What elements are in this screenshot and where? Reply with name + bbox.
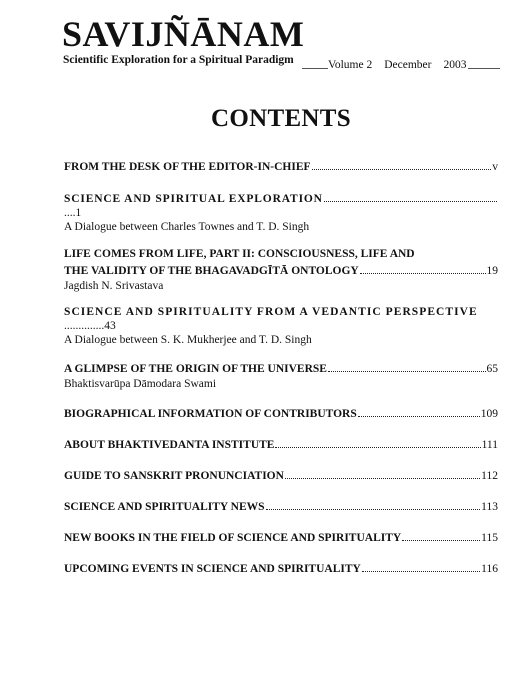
journal-subtitle: Scientific Exploration for a Spiritual Paradigm bbox=[63, 54, 294, 66]
issue-month: December bbox=[384, 59, 432, 71]
issue-year: 2003 bbox=[443, 59, 467, 71]
toc-entry-title: A GLIMPSE OF THE ORIGIN OF THE UNIVERSE bbox=[64, 363, 327, 375]
toc-entry-leader-dots: .... bbox=[64, 207, 76, 219]
toc-entry-title: NEW BOOKS IN THE FIELD OF SCIENCE AND SPIRITUALITY bbox=[64, 532, 402, 544]
issue-volume: Volume 2 bbox=[328, 59, 373, 71]
toc-entry-page: v bbox=[492, 161, 498, 173]
toc-entry-origin-of-universe[interactable] bbox=[64, 360, 498, 391]
toc-entry-title-line1: LIFE COMES FROM LIFE, PART II: CONSCIOUSNESS, LIFE AND bbox=[64, 248, 415, 260]
toc-entry-title: SCIENCE AND SPIRITUAL EXPLORATION bbox=[64, 193, 323, 205]
toc-entry-sanskrit-pronunciation[interactable] bbox=[64, 467, 498, 484]
toc-entry-page: 19 bbox=[486, 265, 498, 277]
toc-entry-news[interactable] bbox=[64, 498, 498, 515]
issue-info bbox=[328, 59, 468, 71]
table-of-contents bbox=[64, 158, 498, 577]
toc-entry-biographical-information[interactable] bbox=[64, 405, 498, 422]
toc-entry-new-books[interactable] bbox=[64, 529, 498, 546]
toc-entry-subtitle: A Dialogue between Charles Townes and T. D. Singh bbox=[64, 221, 310, 233]
toc-entry-upcoming-events[interactable] bbox=[64, 560, 498, 577]
toc-entry-about-institute[interactable] bbox=[64, 436, 498, 453]
toc-entry-editor[interactable] bbox=[64, 158, 498, 175]
toc-entry-title: SCIENCE AND SPIRITUALITY NEWS bbox=[64, 501, 265, 513]
toc-entry-author: Bhaktisvarūpa Dāmodara Swami bbox=[64, 378, 217, 390]
toc-entry-subtitle: A Dialogue between S. K. Mukherjee and T. D. Singh bbox=[64, 334, 312, 346]
toc-entry-title: FROM THE DESK OF THE EDITOR-IN-CHIEF bbox=[64, 161, 311, 173]
toc-entry-title-line2: THE VALIDITY OF THE BHAGAVADGĪTĀ ONTOLOGY bbox=[64, 265, 359, 277]
toc-entry-page: 65 bbox=[486, 363, 498, 375]
toc-entry-title: UPCOMING EVENTS IN SCIENCE AND SPIRITUALITY bbox=[64, 563, 361, 575]
toc-entry-title: BIOGRAPHICAL INFORMATION OF CONTRIBUTORS bbox=[64, 408, 357, 420]
toc-entry-title: GUIDE TO SANSKRIT PRONUNCIATION bbox=[64, 470, 284, 482]
journal-title: SAVIJÑĀNAM bbox=[62, 14, 305, 54]
toc-entry-title: SCIENCE AND SPIRITUALITY FROM A VEDANTIC PERSPECTIVE bbox=[64, 306, 478, 318]
dot-leader bbox=[285, 467, 480, 479]
toc-entry-page: 113 bbox=[481, 501, 498, 513]
toc-entry-science-spiritual-exploration[interactable] bbox=[64, 190, 498, 234]
contents-heading: CONTENTS bbox=[211, 105, 351, 132]
toc-entry-page: 112 bbox=[481, 470, 498, 482]
dot-leader bbox=[402, 529, 480, 541]
dot-leader bbox=[324, 190, 497, 202]
dot-leader bbox=[358, 405, 480, 417]
masthead bbox=[62, 16, 500, 71]
dot-leader bbox=[360, 262, 486, 274]
masthead-subrow bbox=[62, 53, 500, 71]
dot-leader bbox=[362, 560, 480, 572]
dot-leader bbox=[275, 436, 480, 448]
toc-entry-page: 111 bbox=[481, 439, 498, 451]
dot-leader bbox=[328, 360, 486, 372]
toc-entry-page: 109 bbox=[480, 408, 498, 420]
toc-entry-page: 115 bbox=[481, 532, 498, 544]
toc-entry-page: 43 bbox=[104, 320, 116, 332]
toc-entry-page: 116 bbox=[481, 563, 498, 575]
toc-entry-vedantic-perspective[interactable] bbox=[64, 305, 498, 347]
toc-entry-title: ABOUT BHAKTIVEDANTA INSTITUTE bbox=[64, 439, 275, 451]
toc-entry-author: Jagdish N. Srivastava bbox=[64, 280, 164, 292]
dot-leader bbox=[266, 498, 481, 510]
dot-leader bbox=[312, 158, 492, 170]
toc-entry-life-comes-from-life[interactable] bbox=[64, 247, 498, 293]
toc-entry-page: 1 bbox=[75, 207, 82, 219]
toc-entry-leader-dots: .............. bbox=[64, 320, 105, 332]
